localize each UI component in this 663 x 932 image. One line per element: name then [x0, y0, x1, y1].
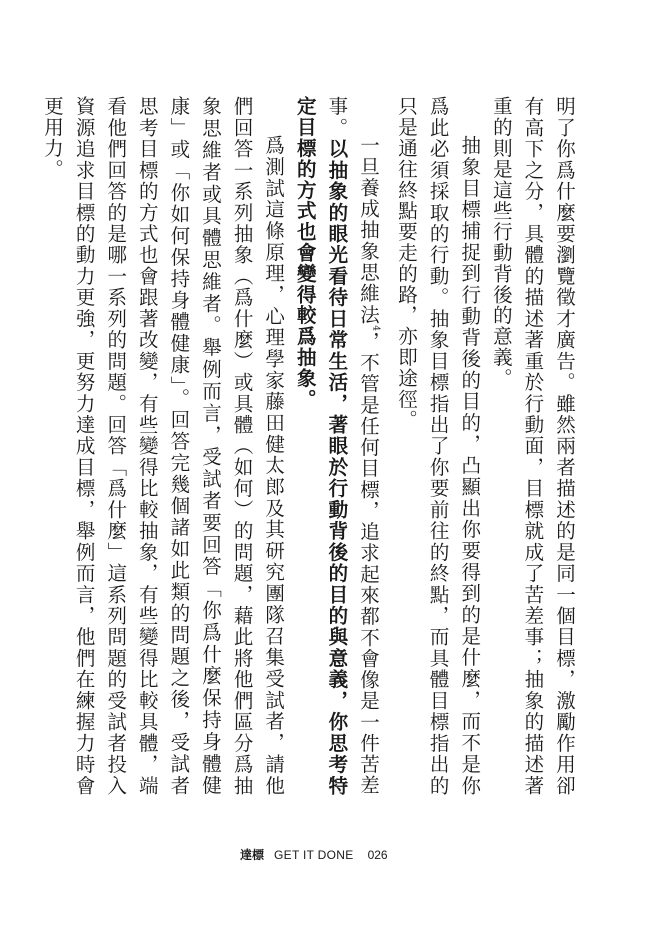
paragraph-1: 明了你爲什麼要瀏覽徵才廣告。雖然兩者描述的是同一個目標，激勵作用卻有高下之分，具體的描述著重於行動面，目標就成了苦差事；抽象的描述著重的則是這些行動背後的意義。 — [489, 96, 576, 796]
paragraph-3-text-a: 一旦養成抽象思維法 — [356, 135, 380, 326]
page-footer — [240, 846, 440, 863]
footer-book-title: 達標 — [240, 848, 265, 862]
footer-english-title: GET IT DONE — [274, 848, 354, 862]
vertical-text-body — [41, 96, 580, 796]
page-number: 026 — [367, 848, 388, 862]
paragraph-3-emphasis: 以抽象的眼光看待日常生活，著眼於行動背後的目的與意義，你思考特定目標的方式也會變得較爲抽象。 — [293, 96, 349, 796]
paragraph-3 — [289, 96, 390, 796]
paragraph-4: 爲測試這條原理，心理學家藤田健太郎及其研究團隊召集受試者，請他們回答一系列抽象（爲什麼）或具體（如何）的問題，藉此將他們區分爲抽象思維者或具體思維者。舉例而言，受試者要回答「你爲什麼保持身體健康」或「你如何保持身體健康」。回答完幾個諸如此類的問題之後，受試者思考目標的方式也會跟著改變，有些變得比較抽象，有些變得比較具體，端看他們回答的是哪一系列的問題。回答「爲什麼」這系列問題的受試者投入資源追求目標的動力更強，更努力達成目標，舉例而言，他們在練握力時會更用力。 — [41, 96, 286, 796]
paragraph-3-text-b: ，不管是任何目標，追求起來都不會像是一件苦差事。 — [325, 96, 380, 796]
footnote-marker: 4 — [370, 325, 381, 331]
paragraph-2: 抽象目標捕捉到行動背後的目的，凸顯出你要得到的是什麼，而不是你爲此必須採取的行動。抽象目標指出了你要前往的終點，而具體目標指出的只是通往終點要走的路，亦即途徑。 — [395, 96, 482, 796]
